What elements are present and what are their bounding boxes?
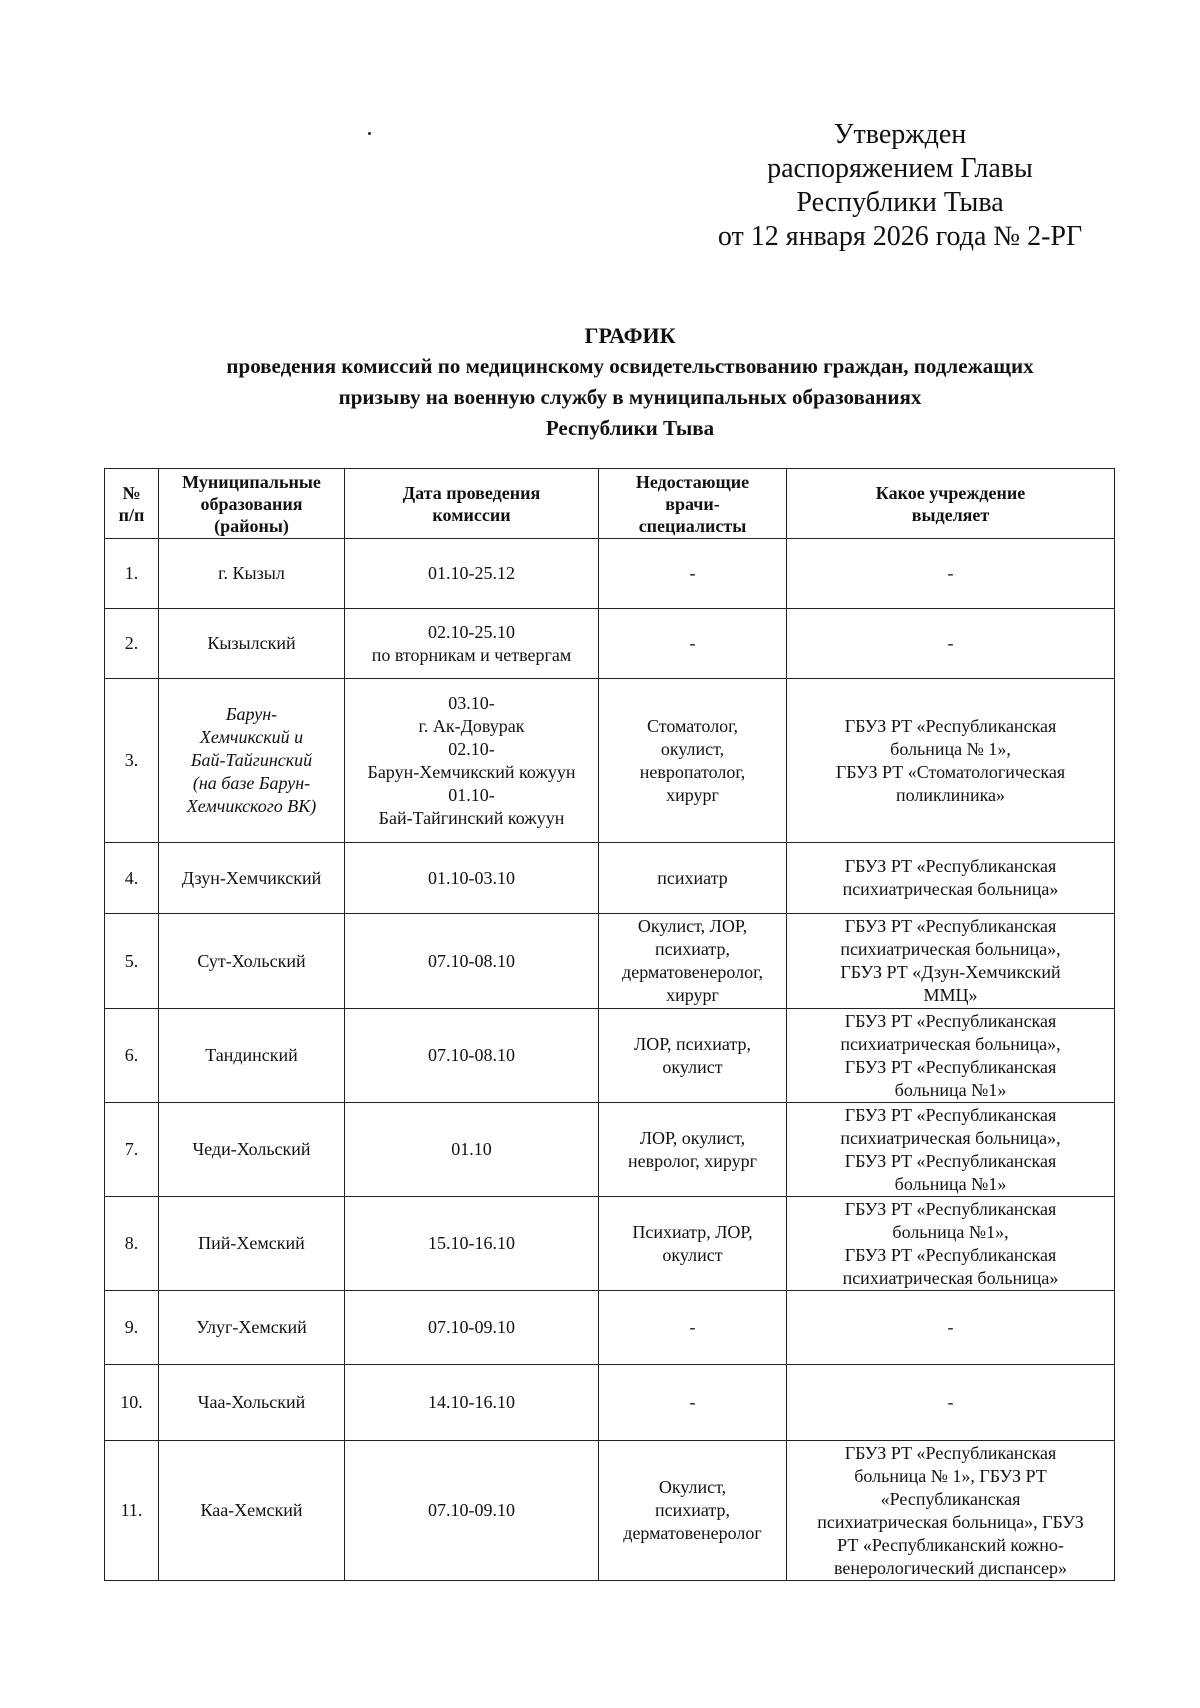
table-row: [105, 1103, 1115, 1197]
table-row: [105, 1441, 1115, 1581]
row-specialists: ЛОР, окулист, невролог, хирург: [599, 1103, 787, 1197]
row-municipality: Барун- Хемчикский и Бай-Тайгинский (на базе Барун- Хемчикского ВК): [159, 679, 345, 843]
table-row: [105, 1291, 1115, 1365]
header-specialists: Недостающие врачи- специалисты: [599, 469, 787, 539]
row-date: 07.10-08.10: [345, 1009, 599, 1103]
row-date: 01.10: [345, 1103, 599, 1197]
table-row: [105, 1197, 1115, 1291]
row-specialists: Стоматолог, окулист, невропатолог, хирург: [599, 679, 787, 843]
row-institution: -: [787, 609, 1115, 679]
table-header-row: [105, 469, 1115, 539]
table-row: [105, 539, 1115, 609]
row-num: 11.: [105, 1441, 159, 1581]
row-date: 02.10-25.10 по вторникам и четвергам: [345, 609, 599, 679]
table-row: [105, 843, 1115, 914]
row-date: 14.10-16.10: [345, 1365, 599, 1441]
row-specialists: -: [599, 539, 787, 609]
row-specialists: Окулист, ЛОР, психиатр, дерматовенеролог, хирург: [599, 914, 787, 1009]
row-municipality: Чеди-Хольский: [159, 1103, 345, 1197]
row-date: 01.10-25.12: [345, 539, 599, 609]
row-municipality: г. Кызыл: [159, 539, 345, 609]
row-num: 3.: [105, 679, 159, 843]
row-num: 5.: [105, 914, 159, 1009]
row-num: 7.: [105, 1103, 159, 1197]
row-municipality: Пий-Хемский: [159, 1197, 345, 1291]
document-title: [150, 320, 1110, 444]
table-row: [105, 1365, 1115, 1441]
title-line-2: призыву на военную службу в муниципальных образованиях: [338, 385, 922, 409]
title-heading: ГРАФИК: [584, 323, 676, 348]
row-specialists: Окулист, психиатр, дерматовенеролог: [599, 1441, 787, 1581]
schedule-table: [104, 468, 1115, 1581]
row-num: 2.: [105, 609, 159, 679]
row-num: 8.: [105, 1197, 159, 1291]
table-row: [105, 679, 1115, 843]
approval-line-4: от 12 января 2026 года № 2-РГ: [717, 221, 1083, 252]
title-line-1: проведения комиссий по медицинскому освидетельствованию граждан, подлежащих: [226, 354, 1034, 378]
table-row: [105, 1009, 1115, 1103]
row-institution: ГБУЗ РТ «Республиканская больница № 1», ГБУЗ РТ «Стоматологическая поликлиника»: [787, 679, 1115, 843]
row-num: 10.: [105, 1365, 159, 1441]
row-date: 01.10-03.10: [345, 843, 599, 914]
table-row: [105, 609, 1115, 679]
row-date: 03.10- г. Ак-Довурак 02.10- Барун-Хемчикский кожуун 01.10- Бай-Тайгинский кожуун: [345, 679, 599, 843]
row-num: 9.: [105, 1291, 159, 1365]
row-municipality: Каа-Хемский: [159, 1441, 345, 1581]
row-institution: ГБУЗ РТ «Республиканская психиатрическая больница», ГБУЗ РТ «Республиканская больница №1»: [787, 1009, 1115, 1103]
title-line-3: Республики Тыва: [545, 416, 715, 440]
row-municipality: Улуг-Хемский: [159, 1291, 345, 1365]
row-date: 07.10-08.10: [345, 914, 599, 1009]
row-specialists: -: [599, 609, 787, 679]
row-num: 6.: [105, 1009, 159, 1103]
row-specialists: -: [599, 1291, 787, 1365]
row-specialists: -: [599, 1365, 787, 1441]
row-municipality: Кызылский: [159, 609, 345, 679]
row-date: 07.10-09.10: [345, 1441, 599, 1581]
row-institution: -: [787, 1291, 1115, 1365]
row-specialists: Психиатр, ЛОР, окулист: [599, 1197, 787, 1291]
row-num: 4.: [105, 843, 159, 914]
row-specialists: ЛОР, психиатр, окулист: [599, 1009, 787, 1103]
header-institution: Какое учреждение выделяет: [787, 469, 1115, 539]
row-institution: ГБУЗ РТ «Республиканская психиатрическая больница», ГБУЗ РТ «Республиканская больница №1»: [787, 1103, 1115, 1197]
row-municipality: Сут-Хольский: [159, 914, 345, 1009]
row-institution: -: [787, 539, 1115, 609]
row-num: 1.: [105, 539, 159, 609]
approval-line-3: Республики Тыва: [796, 187, 1004, 218]
approval-line-1: Утвержден: [833, 119, 967, 150]
row-institution: ГБУЗ РТ «Республиканская больница №1», ГБУЗ РТ «Республиканская психиатрическая больница»: [787, 1197, 1115, 1291]
row-institution: ГБУЗ РТ «Республиканская больница № 1», ГБУЗ РТ «Республиканская психиатрическая больница», ГБУЗ РТ «Республиканский кожно- венерологический диспансер»: [787, 1441, 1115, 1581]
table-row: [105, 914, 1115, 1009]
header-municipality: Муниципальные образования (районы): [159, 469, 345, 539]
row-municipality: Дзун-Хемчикский: [159, 843, 345, 914]
row-municipality: Чаа-Хольский: [159, 1365, 345, 1441]
row-municipality: Тандинский: [159, 1009, 345, 1103]
row-institution: ГБУЗ РТ «Республиканская психиатрическая больница»: [787, 843, 1115, 914]
stray-mark: [368, 132, 371, 135]
row-date: 15.10-16.10: [345, 1197, 599, 1291]
row-institution: -: [787, 1365, 1115, 1441]
approval-block: [680, 118, 1120, 254]
row-institution: ГБУЗ РТ «Республиканская психиатрическая больница», ГБУЗ РТ «Дзун-Хемчикский ММЦ»: [787, 914, 1115, 1009]
row-specialists: психиатр: [599, 843, 787, 914]
header-date: Дата проведения комиссии: [345, 469, 599, 539]
row-date: 07.10-09.10: [345, 1291, 599, 1365]
header-num: № п/п: [105, 469, 159, 539]
approval-line-2: распоряжением Главы: [767, 153, 1033, 184]
